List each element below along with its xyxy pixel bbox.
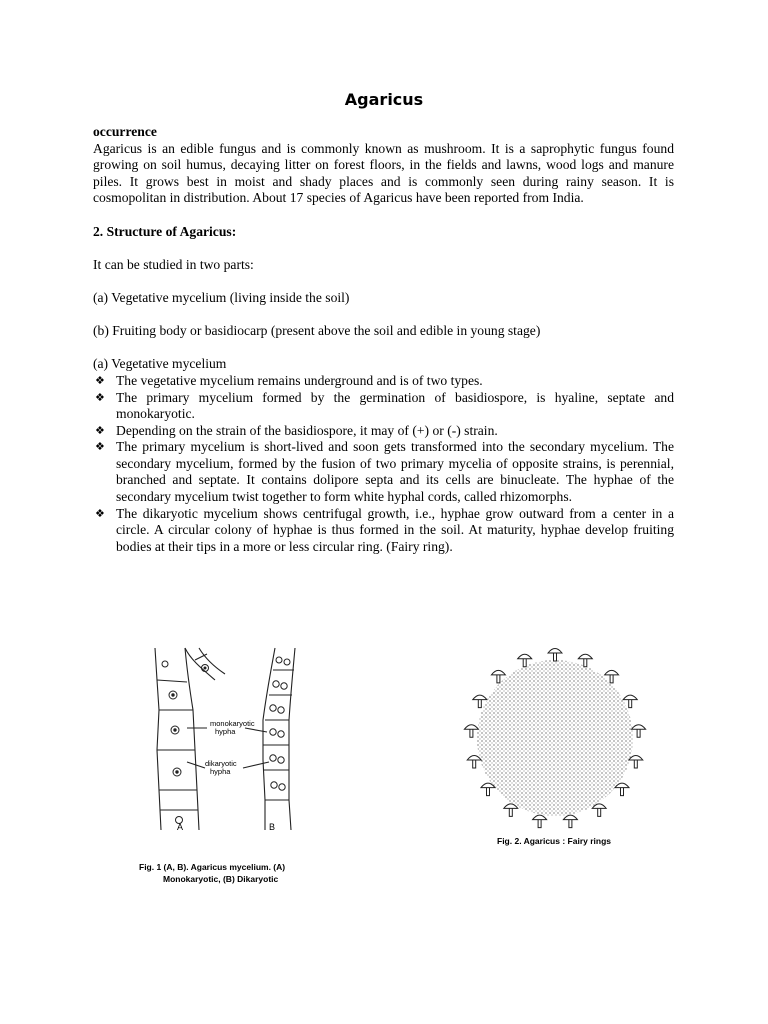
mushroom-icon bbox=[615, 783, 629, 796]
mushroom-icon bbox=[548, 649, 562, 662]
hypha-a-label: A bbox=[177, 822, 184, 832]
list-item: ❖ The dikaryotic mycelium shows centrifugal growth, i.e., hyphae grow outward from a center in a circle. A circular colony of hyphae is thus formed in the soil. At maturity, hyphae develop fruiting bodies at their tips in a more or less circular ring. (Fairy ring). bbox=[95, 505, 674, 554]
list-item: ❖ The vegetative mycelium remains underground and is of two types. bbox=[95, 372, 483, 388]
mushroom-icon bbox=[481, 783, 495, 796]
vegetative-heading: (a) Vegetative mycelium bbox=[93, 356, 227, 372]
list-item: ❖ The primary mycelium formed by the germination of basidiospore, is hyaline, septate and monokaryotic. bbox=[95, 389, 674, 422]
fairy-ring-figure bbox=[445, 640, 670, 855]
structure-intro: It can be studied in two parts: bbox=[93, 256, 254, 272]
dikaryotic-hypha-label: hypha bbox=[210, 767, 231, 776]
figure1-caption-line1: Fig. 1 (A, B). Agaricus mycelium. (A) bbox=[139, 862, 286, 872]
page-title: Agaricus bbox=[344, 90, 424, 109]
mushroom-icon bbox=[464, 725, 478, 738]
fairy-ring-drawing bbox=[445, 640, 670, 830]
monokaryotic-hypha-label: hypha bbox=[215, 727, 236, 736]
structure-heading: 2. Structure of Agaricus: bbox=[93, 223, 237, 239]
part-a-line: (a) Vegetative mycelium (living inside the soil) bbox=[93, 289, 350, 305]
mushroom-icon bbox=[467, 756, 481, 769]
monokaryotic-label: monokaryotic bbox=[210, 719, 255, 728]
diamond-bullet-icon: ❖ bbox=[95, 440, 105, 454]
mushroom-icon bbox=[563, 815, 577, 828]
mushroom-icon bbox=[504, 804, 518, 817]
mushroom-icon bbox=[629, 756, 643, 769]
hypha-b-label: B bbox=[269, 822, 276, 832]
occurrence-paragraph: Agaricus is an edible fungus and is commonly known as mushroom. It is a saprophytic fungus found growing on soil humus, decaying litter on forest floors, in the fields and lawns, wood logs and manure piles. It grows best in moist and shady places and is commonly seen during rainy season. It is cosmopolitan in distribution. About 17 species of Agaricus have been reported from India. bbox=[93, 140, 674, 206]
mycelium-drawing bbox=[135, 640, 355, 840]
list-item: ❖ Depending on the strain of the basidiospore, it may of (+) or (-) strain. bbox=[95, 422, 498, 438]
vegetative-bullet-list bbox=[93, 373, 674, 556]
diamond-bullet-icon: ❖ bbox=[95, 390, 105, 404]
mushroom-icon bbox=[632, 725, 646, 738]
mushroom-icon bbox=[533, 815, 547, 828]
diamond-bullet-icon: ❖ bbox=[95, 373, 105, 387]
diamond-bullet-icon: ❖ bbox=[95, 423, 105, 437]
document-body bbox=[93, 124, 674, 555]
mycelium-figure bbox=[135, 640, 355, 890]
mycelium-colony bbox=[477, 660, 633, 816]
figure1-caption-line2: Monokaryotic, (B) Dikaryotic bbox=[163, 874, 279, 884]
dikaryotic-label: dikaryotic bbox=[205, 759, 237, 768]
figure2-caption: Fig. 2. Agaricus : Fairy rings bbox=[497, 836, 611, 846]
occurrence-heading: occurrence bbox=[93, 124, 157, 139]
list-item: ❖ The primary mycelium is short-lived and soon gets transformed into the secondary mycelium. The secondary mycelium, formed by the fusion of two primary mycelia of opposite strains, is perennial, branched and septate. It contains dolipore septa and its cells are binucleate. The hyphae of the secondary mycelium twist together to form white hyphal cords, called rhizomorphs. bbox=[95, 439, 674, 505]
part-b-line: (b) Fruiting body or basidiocarp (present above the soil and edible in young stage) bbox=[93, 323, 541, 339]
diamond-bullet-icon: ❖ bbox=[95, 506, 105, 520]
mushroom-icon bbox=[592, 804, 606, 817]
